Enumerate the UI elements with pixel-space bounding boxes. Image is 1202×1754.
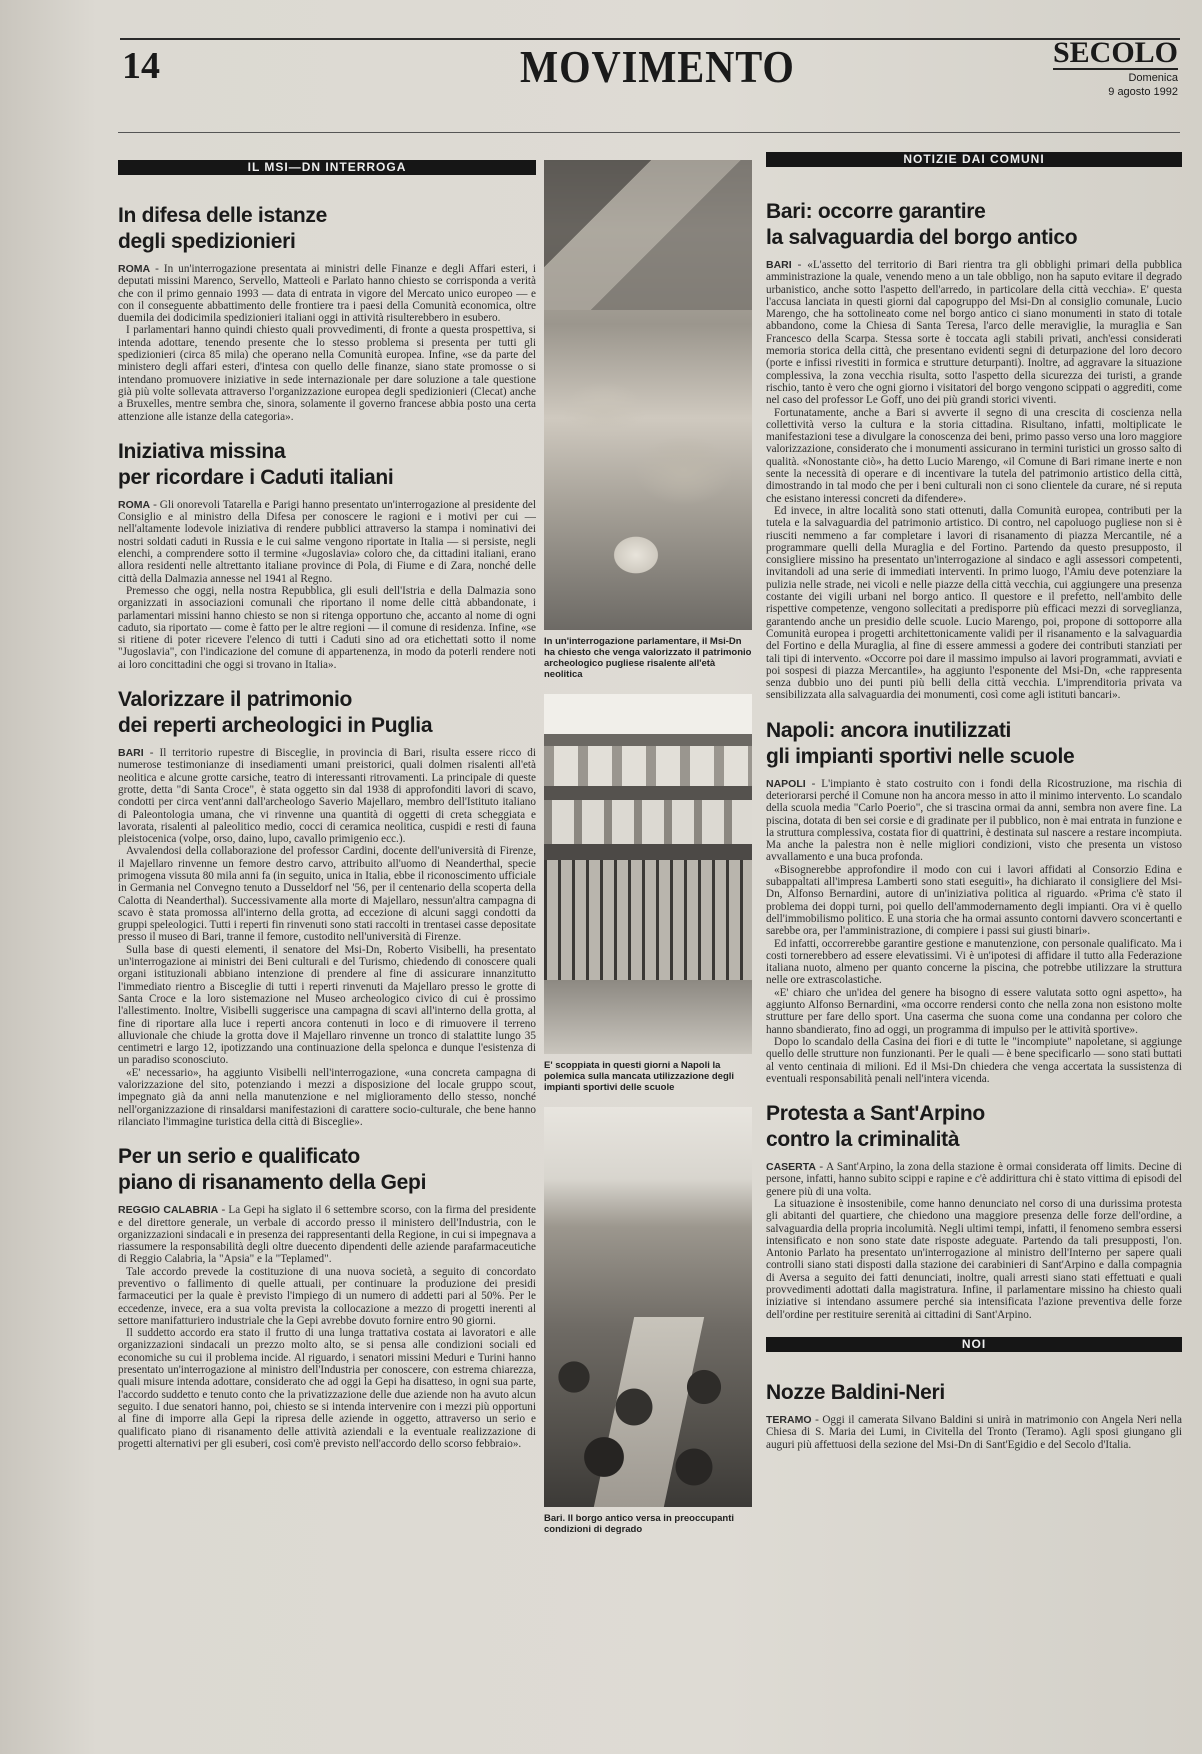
paragraph-text: - Gli onorevoli Tatarella e Parigi hanno presentato un'interrogazione al presidente del Consiglio e al ministro della Difesa per conoscere le ragioni e i motivi per cui — nell'altamente lodevole iniziativa di rendere pubblici attraverso la stampa i nominativi dei nostri soldati caduti in Russia e le cui salme vengono riportate in Italia — si persiste, negli elenchi, a comprendere sotto il termine «Jugoslavia» coloro che, da cittadini italiani, erano allora residenti nelle altrettanto italiane province di Pola, di Fiume e di Zara, nonché delle città della Dalmazia annesse nel 1941 al Regno. [118, 498, 537, 585]
paragraph [766, 778, 1182, 864]
left-column [118, 160, 536, 1466]
dateline: ROMA [118, 498, 151, 511]
paragraph: Premesso che oggi, nella nostra Repubblica, gli esuli dell'Istria e della Dalmazia sono organizzati in associazioni comunali che riportano il nome delle città abbandonate, i parlamentari missini hanno chiesto se non si ritenga opportuno che, accanto al nome di ogni caduto, sia riportato — come è fatto per le altre regioni — il comune di residenza. Infine, «se si ritiene di poter ricevere l'elenco di tutti i Caduti sino ad ora etichettati sotto il nome "Jugoslavia", con l'indicazione del comune di appartenenza, in modo da poterli rendere noti ai loro concittadini che oggi si trovano in Italia». [118, 584, 536, 671]
masthead-logo: SECOLO [1052, 36, 1178, 69]
article-headline [766, 1101, 1182, 1153]
dateline: REGGIO CALABRIA [118, 1204, 219, 1217]
article-body [766, 1161, 1182, 1321]
headline-line: Iniziativa missina [118, 439, 286, 463]
trees [544, 1337, 752, 1507]
issue-date: 9 agosto 1992 [1108, 86, 1178, 98]
masthead [1053, 38, 1178, 98]
headline-line: Protesta a Sant'Arpino [766, 1102, 985, 1126]
paragraph: «Bisognerebbe approfondire il modo con cui i lavori affidati al Consorzio Edina e subappaltati all'impresa Lamberti sono stati eseguiti», ha dichiarato il consigliere del Msi-Dn, Alfonso Bernardini, autore di un'iniziativa politica al riguardo. «Prima c'è stato il problema dei doppi turni, poi quello dell'ammodernamento degli impianti. Ora vi è quello dell'immobilismo politico. E una storia che ha ormai assunto contorni davvero sconcertanti e sarebbe ora, per l'amministrazione, di compiere i passi sui giusti binari». [766, 863, 1182, 938]
headline-line: Valorizzare il patrimonio [118, 688, 353, 712]
paragraph [118, 1204, 536, 1265]
paragraph-text: - «L'assetto del territorio di Bari rientra tra gli obblighi primari della pubblica amministrazione la quale, venendo meno a un tale obbligo, non ha saputo evitare il degrado urbanistico, anche sotto l'aspetto dell'arredo, in particolare della città vecchia». E' questa l'accusa lanciata in questi giorni dal capogruppo del Msi-Dn al consiglio comunale, Lucio Marengo, che ha sottolineato come nel borgo antico ci siano monumenti in stato di totale abbandono, come la Chiesa di Santa Teresa, l'arco delle meraviglie, la muraglia e San Francesco della Scarpa. Stessa sorte è toccata agli stabili privati, anch'essi considerati memoria storica della città, che presentano evidenti segni di deturpazione del loro decoro (porte e infissi rivestiti in formica e strutture deturpanti). Inoltre, ad aggravare la situazione complessiva, la zona vecchia risulta, sotto l'aspetto della sicurezza dei turisti, a grande rischio, tanto è vero che ogni giorno i visitatori del borgo vengono scippati o aggrediti, come nel caso del professor Le Goff, uno dei più grandi storici viventi. [766, 259, 1182, 407]
section-kicker-noi: NOI [766, 1337, 1182, 1352]
headline-line: dei reperti archeologici in Puglia [118, 714, 433, 738]
headline-line: degli spedizionieri [118, 230, 296, 253]
article-gepi [118, 1144, 536, 1450]
right-column [766, 152, 1182, 1467]
dateline: ROMA [118, 263, 151, 275]
paragraph-text: - L'impianto è stato costruito con i fondi della Ricostruzione, ma rischia di deteriorarsi perché il Comune non ha ancora messo in atto il minimo intervento. Lo scandalo della scuola media "Carlo Poerio", che si trascina ormai da anni, sembra non avere fine. La piscina, dotata di ben sei corsie e di gradinate per il pubblico, non è mai entrata in funzione e la struttura complessiva, costata fior di quattrini, è destinata sul nascere a restare incompiuta. Ma anche la palestra non è nelle migliori condizioni, visto che presenta un vistoso avvallamento e una buca profonda. [766, 777, 1182, 864]
paragraph-text: - La Gepi ha siglato il 6 settembre scorso, con la firma del presidente e del direttore generale, un verbale di accordo presso il ministero dell'Industria, con le organizzazioni sindacali e in presenza dei rappresentanti della Regione, in cui si impegnava a riassumere la responsabilità degli oltre duecento dipendenti delle aziende parafarmaceutiche di Reggio Calabria, la "Apsia" e la "Teplamed". [118, 1204, 537, 1266]
photo-caption: In un'interrogazione parlamentare, il Msi-Dn ha chiesto che venga valorizzato il patrimonio archeologico pugliese risalente all'età neolitica [544, 636, 752, 680]
article-caduti [118, 439, 536, 671]
dateline: CASERTA [766, 1161, 816, 1174]
paragraph: «E' chiaro che un'idea del genere ha bisogno di essere valutata sotto ogni aspetto», ha aggiunto Alfonso Bernardini, «ma occorre rendersi conto che nella zona non esistono molte strutture per fare dello sport. Una caserma che suona come una condanna per coloro che hanno sbandierato, fino ad oggi, un programma di impulso per le attività sportive». [766, 986, 1182, 1036]
section-kicker: NOTIZIE DAI COMUNI [766, 152, 1182, 167]
photo-caption: E' scoppiata in questi giorni a Napoli la polemica sulla mancata utilizzazione degli impianti sportivi delle scuole [544, 1060, 735, 1093]
archaeology-photo [544, 160, 752, 630]
headline-line: contro la criminalità [766, 1128, 960, 1152]
dateline: BARI [766, 259, 792, 271]
paragraph [118, 263, 536, 324]
article-body [766, 259, 1182, 702]
old-town-photo [544, 1107, 752, 1507]
article-body [118, 747, 536, 1128]
paragraph: Avvalendosi della collaborazione del professor Cardini, docente dell'università di Firenze, il Majellaro rinvenne un femore destro carvo, attribuito all'uomo di Neanderthal, specie primogena vissuta 80 mila anni fa (in seguito, unica in Italia, ebbe il riconoscimento ufficiale in Germania nel Convegno tenuto a Dusseldorf nel '56, per il centenario della scoperta della Calotta di Neanderthal). Successivamente alla morte di Majellaro, nessun'altra campagna di scavo è stata promossa all'interno della grotta, ad eccezione di alcuni saggi condotti da gruppi speleologici. Tutti i reperti fin rinvenuti sono stati raccolti in trentasei casse depositate presso il museo di Bari, tranne il femore, custodito nell'università di Firenze. [118, 845, 536, 944]
article-reperti [118, 687, 536, 1128]
article-spedizionieri [118, 203, 536, 423]
article-body [118, 499, 536, 671]
paragraph: Dopo lo scandalo della Casina dei fiori e di tutte le "incompiute" napoletane, si aggiunge quello delle strutture non funzionanti. Per le quali — è bene specificarlo — sono stati buttati al vento centinaia di milioni. Ed il Msi-Dn chiedera che venga accertata la sussistenza di eventuali responsabilità penali nell'intera vicenda. [766, 1035, 1182, 1085]
paragraph [766, 259, 1182, 407]
paragraph: I parlamentari hanno quindi chiesto quali provvedimenti, di fronte a questa prospettiva, si intenda adottare, tenendo presente che lo stesso problema si presenta per tutti gli spedizionieri (circa 85 mila) che operano nella Comunità europea. Infine, «se da parte del ministero degli affari esteri, d'intesa con quello delle finanze, siano state promosse o si intendano promuovere iniziative in sede internazionale per dare soluzione a tale questione già più volte sollevata attraverso l'organizzazione europea degli spedizionieri (Clecat) anche a Bruxelles, mentre sembra che, sinora, solamente il governo francese abbia posto una certa attenzione alle istanze della categoria». [118, 324, 536, 423]
article-body [118, 1204, 536, 1450]
paragraph: Tale accordo prevede la costituzione di una nuova società, a seguito di concordato preventivo o fallimento di quelle attuali, per continuare la produzione dei presidi farmaceutici per la quale è previsto l'impiego di un numero di addetti pari al 50%. Per le eccedenze, invece, era a sua volta prevista la collocazione a mezzo di progetti inerenti al settore manifatturiero industriale che la Gepi avrebbe dovuto fornire entro 90 giorni. [118, 1265, 536, 1327]
paragraph-text: - Il territorio rupestre di Bisceglie, in provincia di Bari, risulta essere ricco di numerose testimonianze di insediamenti umani preistorici, quali dolmen risalenti all'età neolitica e alcune grotte carsiche, teatro di interessanti ritrovamenti. La principale di queste grotte, detta "di Santa Croce", è stata oggetto sin dal 1938 di approfonditi lavori di scavo, condotti per circa vent'anni dall'archeologo Saverio Majellaro, membro dell'Istituto italiano di Paleontologia umana, che vi rinvenne una quantità di oggetti di creta scheggiata e lavorata, risalenti al paleolitico medio, cocci di ceramica neolitica, cuspidi e resti di fauna pleistocenica (volpe, orso, daino, lupo, cavallo primigenio ecc.). [118, 747, 536, 846]
cave-wall [544, 160, 752, 310]
headline-line: per ricordare i Caduti italiani [118, 465, 394, 489]
paragraph: Sulla base di questi elementi, il senatore del Msi-Dn, Roberto Visibelli, ha presentato un'interrogazione ai ministri dei Beni culturali e del Turismo, chiedendo di conoscere quali organi istituzionali abbiano intenzione di prendere al fine di assicurare innanzitutto l'immediato rientro a Bisceglie di tutti i reperti rinvenuti da Majellaro presso le grotte di Santa Croce e la loro sistemazione nel Museo archeologico civico di cui è prossimo l'allestimento. Inoltre, Visibelli suggerisce una campagna di scavi all'interno della grotta, al fine di riportare alla luce i reperti ancora contenuti in loco e di rimuovere il terreno alluvionale che chiude la grotta dove il Majellaro rinvenne un tronco di stalattite lungo 35 centimetri e largo 12, ipotizzando una continuazione della spelonca e dunque l'esistenza di un paradiso sconosciuto. [118, 943, 536, 1067]
paragraph [118, 747, 536, 845]
issue-date-day: Domenica [1128, 72, 1178, 84]
headline-line: Bari: occorre garantire [766, 200, 986, 223]
paragraph: La situazione è insostenibile, come hanno denunciato nel corso di una durissima protesta gli abitanti del quartiere, che chiedono una maggiore presenza delle forze dell'ordine, a salvaguardia della propria incolumità. Negli ultimi tempi, infatti, il fenomeno sembra essersi intensificato e non sono state date risposte adeguate. Partendo da tali presupposti, l'on. Antonio Parlato ha presentato un'interrogazione al ministro dell'Interno per sapere quali controlli siano stati disposti dalla stazione dei carabinieri di Sant'Arpino e dalla compagnia di Aversa a seguito dei fatti denunciati, inoltre, quali arresti siano stati effettuati e quali provvedimenti adottati dalla magistratura. Infine, il parlamentare missino ha chiesto quali iniziative si intendano assumere perché sia intensificata l'azione preventiva delle forze dell'ordine per restituire serenità ai cittadini di Sant'Arpino. [766, 1198, 1182, 1321]
dateline: NAPOLI [766, 777, 806, 790]
school-building-photo [544, 694, 752, 1054]
paragraph [766, 1161, 1182, 1198]
article-headline [118, 439, 536, 491]
article-headline: Nozze Baldini-Neri [766, 1380, 945, 1404]
paragraph [766, 1414, 1182, 1451]
section-kicker: IL MSI—DN INTERROGA [118, 160, 536, 175]
page-number: 14 [122, 45, 160, 87]
article-headline [118, 1144, 536, 1196]
article-santarpino [766, 1101, 1182, 1321]
paragraph: «E' necessario», ha aggiunto Visibelli nell'interrogazione, «una concreta campagna di valorizzazione del sito, potenziando i mezzi a disposizione del locale gruppo scout, impegnato già da anni nella manutenzione e nel miglioramento dello stesso, nonché nell'organizzazione di rinsaldarsi manifestazioni di carattere socio-culturale, che bene hanno rilanciato l'immagine turistica della città di Bisceglie». [118, 1066, 536, 1128]
paragraph: Fortunatamente, anche a Bari si avverte il segno di una crescita di coscienza nella collettività verso la cultura e la storia cittadina. Risultano, infatti, moltiplicate le manifestazioni tese a divulgare la conoscenza dei beni, primo passo verso una loro maggiore valorizzazione, considerato che i monumenti assicurano in termini turistici un grosso salto di qualità. «Nonostante ciò», ha detto Lucio Marengo, «il Comune di Bari rimane inerte e non sente la necessità di operare e di incentivare la tutela del patrimonio artistico della città, dimostrando in tal modo che per i beni culturali non ci sono clientele da curare, né si reputa che esistano interessi concreti da difendere». [766, 406, 1182, 505]
header-divider [118, 132, 1180, 133]
dateline: TERAMO [766, 1413, 812, 1426]
headline-line: la salvaguardia del borgo antico [766, 226, 1078, 249]
paragraph: Ed infatti, occorrerebbe garantire gestione e manutenzione, con personale qualificato. Ma i costi tornerebbero ad essere elevatissimi. Vi è un'ipotesi di affidare il tutto alla Federazione italiana nuoto, almeno per quanto concerne la piscina, che potrebbe utilizzare la struttura nelle ore extrascolastiche. [766, 937, 1182, 987]
article-napoli [766, 718, 1182, 1085]
article-headline [118, 687, 536, 739]
article-headline [118, 203, 536, 255]
paragraph-text: - In un'interrogazione presentata ai ministri delle Finanze e degli Affari esteri, i deputati missini Marenco, Servello, Matteoli e Parlato hanno chiesto se corrisponda a verità che con il primo gennaio 1993 — data di entrata in vigore del Mercato unico europeo — e con il conseguente abbattimento delle frontiere tra i paesi della Comunità economica, oltre duemila dei dodicimila spedizionieri italiani oggi in attività risulterebbero in esubero. [118, 263, 537, 325]
headline-line: piano di risanamento della Gepi [118, 1171, 427, 1195]
photo-column [544, 160, 752, 1549]
article-nozze [766, 1380, 1182, 1451]
paragraph [118, 499, 536, 585]
paragraph: Ed invece, in altre località sono stati ottenuti, dalla Comunità europea, contributi per la tutela e la salvaguardia del patrimonio artistico. Di contro, nel capoluogo pugliese non si è riusciti nemmeno a far completare i lavori di risanamento di piazza Mercantile, né a programmare quelli della Muraglia e del Fortino. Partendo da questo presupposto, il consigliere missino ha presentato un'interrogazione al sindaco e agli assessori competenti, invitandoli ad una serie di immediati interventi. In primo luogo, l'Amiu deve potenziare la pulizia nelle strade, nei vicoli e nelle piazze della città vecchia, cui aggiungere una presenza costante dei vigili urbani nel borgo antico. Il questore e il prefetto, nell'ambito delle rispettive competenze, vengono sollecitati a predisporre più efficaci mezzi di sorveglianza, garantendo anche un presidio delle scuole. Lucio Marengo, poi, propone di sottoporre alla Comunità europea i progetti architettonicamente validi per il risanamento e la salvaguardia del Fortino e della Muraglia, al fine di essere ammessi a godere dei contributi stanziati per tali tipi di intervento. «Occorre poi dare il massimo impulso ai lavori programmati, avviati e poi sospesi di piazza Mercantile», ha aggiunto l'esponente del Msi-Dn, «che rappresenta senza dubbio uno dei punti più belli della città vecchia. L'imprenditoria privata va sensibilizzata alla salvaguardia dei monumenti, così come agli istituti bancari». [766, 504, 1182, 702]
article-body [118, 263, 536, 423]
headline-line: In difesa delle istanze [118, 204, 328, 227]
dateline: BARI [118, 747, 144, 760]
photo-caption: Bari. Il borgo antico versa in preoccupanti condizioni di degrado [544, 1513, 735, 1535]
headline-line: Per un serio e qualificato [118, 1145, 360, 1169]
article-headline [766, 199, 1182, 251]
article-bari [766, 199, 1182, 702]
article-body [766, 778, 1182, 1085]
headline-line: Napoli: ancora inutilizzati [766, 718, 1012, 742]
paragraph-text: - A Sant'Arpino, la zona della stazione è ormai considerata off limits. Decine di persone, infatti, hanno subito scippi e rapine e c'è addirittura chi è stato vittima di episodi del genere più di una volta. [766, 1161, 1183, 1198]
article-body [766, 1414, 1182, 1451]
paragraph: Il suddetto accordo era stato il frutto di una lunga trattativa costata ai lavoratori e alle organizzazioni sindacali un prezzo molto alto, se si pensa alle condizioni sociali ed economiche su cui il problema incide. Al riguardo, i senatori missini Meduri e Turini hanno presentato un'interrogazione al ministro dell'Industria per conoscere, con estrema chiarezza, quali misure intenda adottare, considerato che ad oggi la Gepi ha disatteso, in ogni sua parte, l'accordo suddetto e tenuto conto che la privatizzazione delle due aziende non ha avuto alcun seguito. I due senatori hanno, poi, chiesto se si intenda intervenire con i mezzi più opportuni al fine di imporre alla Gepi la ripresa delle aziende in oggetto, attraverso un serio e qualificato piano di risanamento delle attività aziendali e la eventuale realizzazione di progetti alternativi per gli esuberi, così com'è previsto nell'accordo dello scorso febbraio». [118, 1327, 536, 1450]
section-title: MOVIMENTO [520, 41, 795, 92]
headline-line: gli impianti sportivi nelle scuole [766, 744, 1075, 768]
paragraph-text: - Oggi il camerata Silvano Baldini si unirà in matrimonio con Angela Neri nella Chiesa di S. Maria dei Lumi, in Civitella del Tronto (Teramo). Agli sposi giungano gli auguri più affettuosi della sezione del Msi-Dn di Sant'Egidio e del Secolo d'Italia. [766, 1413, 1182, 1451]
article-headline [766, 718, 1182, 770]
